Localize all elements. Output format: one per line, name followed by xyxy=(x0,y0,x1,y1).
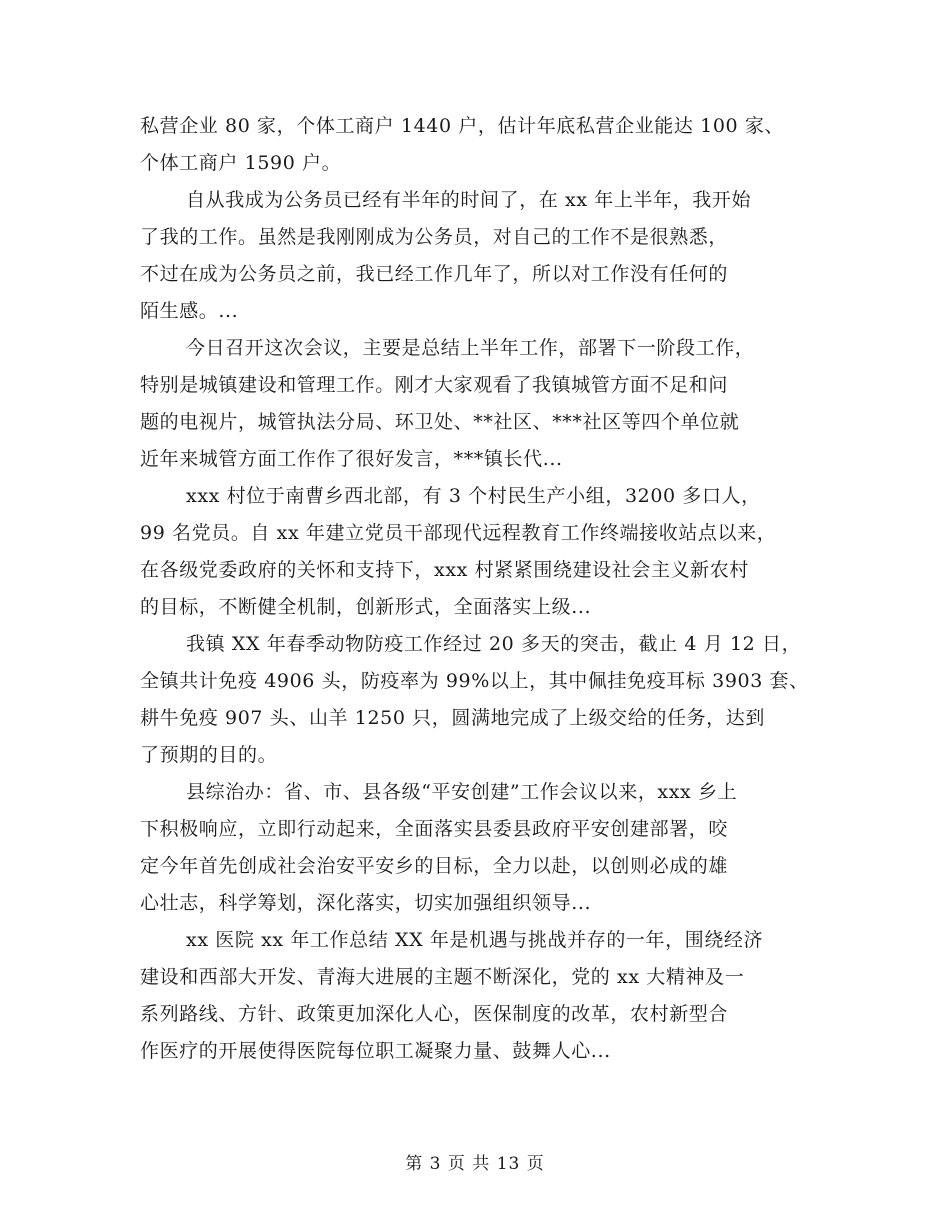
paragraph xyxy=(140,182,830,330)
text-line: 99 名党员。自 xx 年建立党员干部现代远程教育工作终端接收站点以来， xyxy=(140,522,777,544)
paragraph xyxy=(140,108,830,182)
paragraph xyxy=(140,922,830,1070)
text-line: 全镇共计免疫 4906 头，防疫率为 99%以上，其中佩挂免疫耳标 3903 套、 xyxy=(140,670,809,692)
text-line: 作医疗的开展使得医院每位职工凝聚力量、鼓舞人心... xyxy=(140,1040,611,1062)
text-line: 系列路线、方针、政策更加深化人心，医保制度的改革，农村新型合 xyxy=(140,1003,729,1025)
text-line: 自从我成为公务员已经有半年的时间了，在 xx 年上半年，我开始 xyxy=(186,189,752,211)
text-line: 建设和西部大开发、青海大进展的主题不断深化，党的 xx 大精神及一 xyxy=(140,966,745,988)
text-line: 耕牛免疫 907 头、山羊 1250 只，圆满地完成了上级交给的任务，达到 xyxy=(140,707,765,729)
text-line: 定今年首先创成社会治安平安乡的目标，全力以赴，以创则必成的雄 xyxy=(140,855,729,877)
text-line: 近年来城管方面工作作了很好发言，***镇长代... xyxy=(140,448,563,470)
document-body xyxy=(140,108,830,1070)
text-line: 今日召开这次会议，主要是总结上半年工作，部署下一阶段工作， xyxy=(186,337,755,359)
text-line: xxx 村位于南曹乡西北部，有 3 个村民生产小组，3200 多口人， xyxy=(186,485,761,507)
paragraph xyxy=(140,478,830,626)
text-line: 了预期的目的。 xyxy=(140,744,278,766)
paragraph xyxy=(140,330,830,478)
text-line: 县综治办：省、市、县各级“平安创建”工作会议以来，xxx 乡上 xyxy=(186,781,738,803)
text-line: 题的电视片，城管执法分局、环卫处、**社区、***社区等四个单位就 xyxy=(140,411,740,433)
text-line: 特别是城镇建设和管理工作。刚才大家观看了我镇城管方面不足和问 xyxy=(140,374,729,396)
text-line: 在各级党委政府的关怀和支持下，xxx 村紧紧围绕建设社会主义新农村 xyxy=(140,559,749,581)
paragraph xyxy=(140,774,830,922)
text-line: 不过在成为公务员之前，我已经工作几年了，所以对工作没有任何的 xyxy=(140,263,729,285)
text-line: xx 医院 xx 年工作总结 XX 年是机遇与挑战并存的一年，围绕经济 xyxy=(186,929,764,951)
text-line: 了我的工作。虽然是我刚刚成为公务员，对自己的工作不是很熟悉， xyxy=(140,226,729,248)
text-line: 陌生感。... xyxy=(140,300,239,322)
text-line: 私营企业 80 家，个体工商户 1440 户，估计年底私营企业能达 100 家、 xyxy=(140,115,785,137)
text-line: 个体工商户 1590 户。 xyxy=(140,152,342,174)
page-footer: 第 3 页 共 13 页 xyxy=(405,1154,545,1174)
text-line: 我镇 XX 年春季动物防疫工作经过 20 多天的突击，截止 4 月 12 日， xyxy=(186,633,802,655)
text-line: 下积极响应，立即行动起来，全面落实县委县政府平安创建部署，咬 xyxy=(140,818,729,840)
paragraph xyxy=(140,626,830,774)
text-line: 的目标，不断健全机制，创新形式，全面落实上级... xyxy=(140,596,592,618)
text-line: 心壮志，科学筹划，深化落实，切实加强组织领导... xyxy=(140,892,592,914)
